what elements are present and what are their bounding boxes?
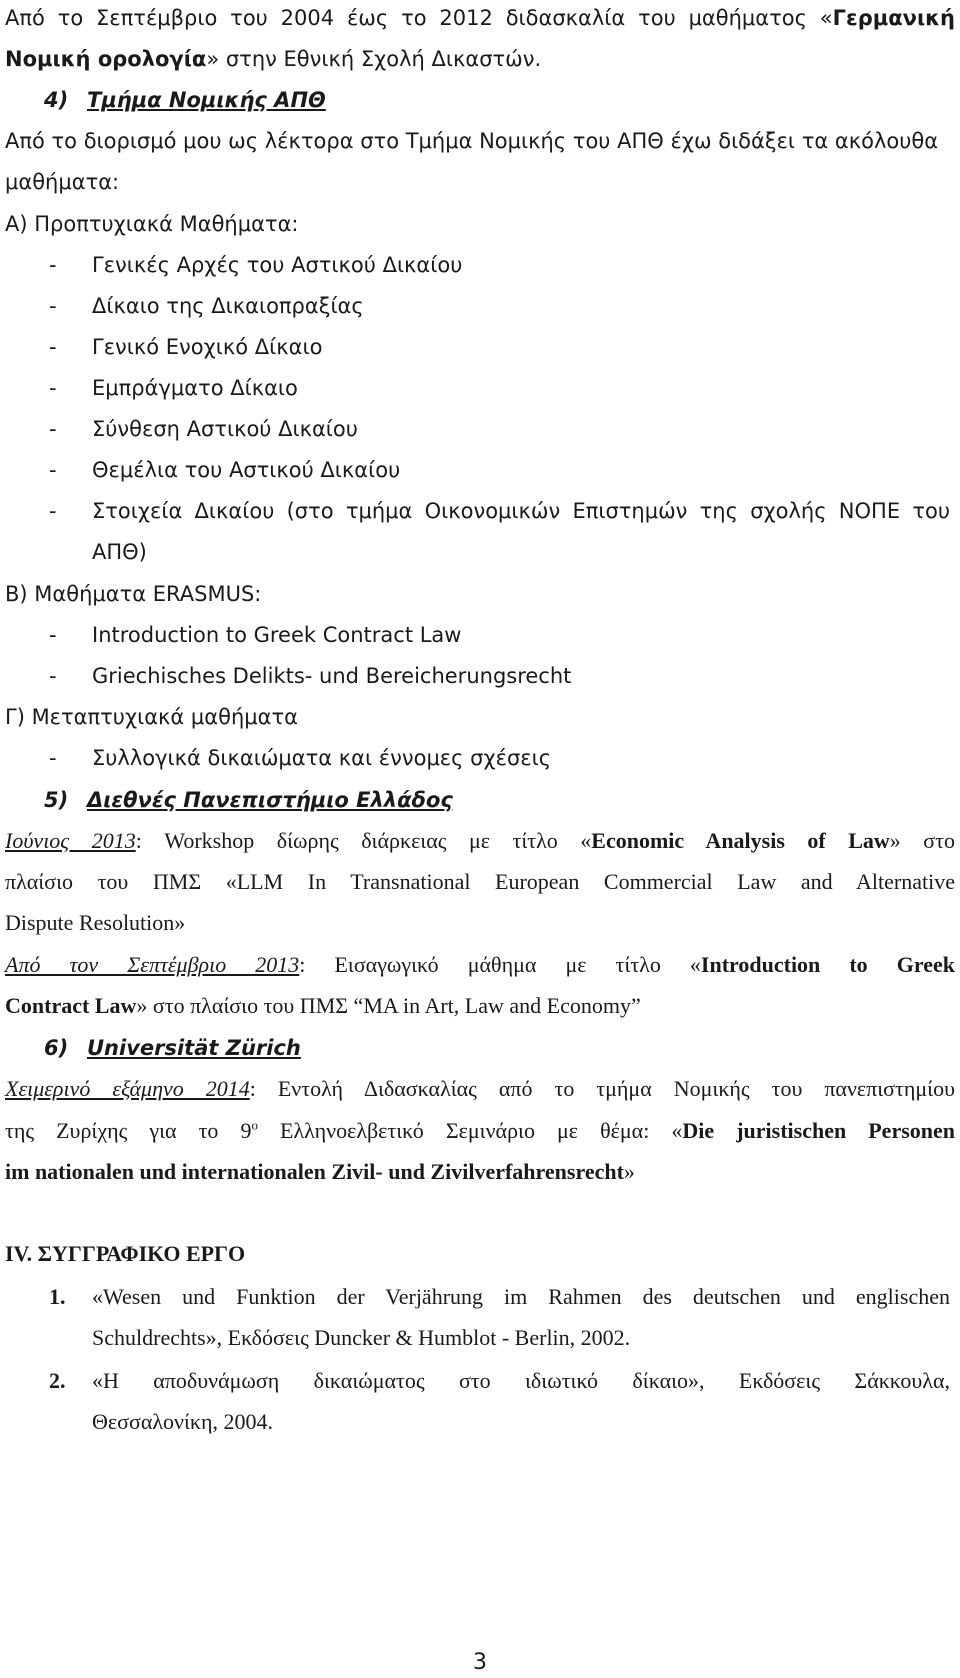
bold-text: Γερμανική	[832, 6, 955, 30]
paragraph-line	[5, 1075, 955, 1103]
text: της Ζυρίχης για το 9	[5, 1118, 252, 1143]
text: : Εισαγωγικό μάθημα με τίτλο «	[299, 952, 701, 977]
dash: -	[49, 376, 57, 400]
dash: -	[49, 458, 57, 482]
work-text: Schuldrechts», Εκδόσεις Duncker & Humblot - Berlin, 2002.	[92, 1325, 631, 1350]
list-item-text: Introduction to Greek Contract Law	[92, 623, 462, 647]
heading-number: 4)	[44, 88, 69, 112]
date-text: Χειμερινό εξάμηνο 2014	[5, 1076, 250, 1101]
dash: -	[49, 623, 57, 647]
bold-text: Die juristischen Personen	[682, 1118, 956, 1143]
heading-number: 5)	[44, 788, 69, 812]
list-item-text: Σύνθεση Αστικού Δικαίου	[92, 417, 358, 441]
heading-title: Universität Zürich	[87, 1036, 301, 1060]
work-text: «Wesen und Funktion der Verjährung im Rahmen des deutschen und englischen	[92, 1284, 950, 1309]
dash: -	[49, 417, 57, 441]
text: : Workshop δίωρης διάρκειας με τίτλο «	[135, 828, 592, 853]
bold-text: Introduction to Greek	[700, 952, 955, 977]
paragraph-line	[5, 992, 955, 1020]
dash: -	[49, 253, 57, 277]
paragraph-line	[5, 1117, 955, 1145]
work-text: «Η αποδυνάμωση δικαιώματος στο ιδιωτικό δίκαιο», Εκδόσεις Σάκκουλα,	[92, 1368, 950, 1393]
superscript: ο	[251, 1117, 258, 1133]
list-item-text: Δίκαιο της Δικαιοπραξίας	[92, 294, 364, 318]
heading-title: Διεθνές Πανεπιστήμιο Ελλάδος	[87, 788, 453, 812]
list-item-text: Griechisches Delikts- und Bereicherungsrecht	[92, 664, 572, 688]
paragraph-line	[5, 45, 955, 73]
list-item-text: ΑΠΘ)	[92, 540, 147, 564]
text: Από το Σεπτέμβριο του 2004 έως το 2012 διδασκαλία του μαθήματος «	[5, 6, 833, 30]
bold-text: Economic Analysis of Law	[591, 828, 890, 853]
paragraph-line: μαθήματα:	[5, 170, 120, 194]
list-item-text: Θεμέλια του Αστικού Δικαίου	[92, 458, 401, 482]
heading-number: 6)	[44, 1036, 69, 1060]
text: » στην Εθνική Σχολή Δικαστών.	[206, 47, 542, 71]
dash: -	[49, 294, 57, 318]
dash: -	[49, 499, 57, 523]
bold-text: Contract Law	[5, 993, 137, 1018]
paragraph-line	[5, 4, 955, 32]
text: » στο	[889, 828, 955, 853]
text: : Εντολή Διδασκαλίας από το τμήμα Νομικής του πανεπιστημίου	[249, 1076, 955, 1101]
date-text: Ιούνιος 2013	[5, 828, 136, 853]
subsection-heading: Γ) Μεταπτυχιακά μαθήματα	[5, 705, 298, 729]
text: »	[623, 1159, 635, 1184]
dash: -	[49, 335, 57, 359]
text: » στο πλαίσιο του ΠΜΣ “MA in Art, Law and Economy”	[136, 993, 641, 1018]
work-text: Θεσσαλονίκη, 2004.	[92, 1409, 273, 1434]
page-number: 3	[473, 1650, 487, 1675]
paragraph-line: Dispute Resolution»	[5, 910, 186, 935]
section-heading-iv: IV. ΣΥΓΓΡΑΦΙΚΟ ΕΡΓΟ	[5, 1241, 246, 1266]
list-item-text: Γενικές Αρχές του Αστικού Δικαίου	[92, 253, 463, 277]
list-item-text: Συλλογικά δικαιώματα και έννομες σχέσεις	[92, 746, 552, 770]
bold-text: im nationalen und internationalen Zivil- und Zivilverfahrensrecht	[5, 1159, 624, 1184]
subsection-heading: Β) Μαθήματα ERASMUS:	[5, 582, 262, 606]
bold-text: Νομική ορολογία	[5, 47, 207, 71]
paragraph-line	[5, 1158, 955, 1186]
heading-title: Τμήμα Νομικής ΑΠΘ	[87, 88, 326, 112]
date-text: Από τον Σεπτέμβριο 2013	[5, 952, 300, 977]
paragraph-line	[5, 827, 955, 855]
work-number: 2.	[49, 1368, 66, 1393]
list-item-text: Εμπράγματο Δίκαιο	[92, 376, 298, 400]
work-number: 1.	[49, 1284, 66, 1309]
text: Ελληνοελβετικό Σεμινάριο με θέμα: «	[258, 1118, 683, 1143]
paragraph-line: Από το διορισμό μου ως λέκτορα στο Τμήμα Νομικής του ΑΠΘ έχω διδάξει τα ακόλουθα	[5, 129, 939, 153]
paragraph-line	[5, 951, 955, 979]
dash: -	[49, 664, 57, 688]
subsection-heading: Α) Προπτυχιακά Μαθήματα:	[5, 212, 299, 236]
list-item-text: Γενικό Ενοχικό Δίκαιο	[92, 335, 323, 359]
paragraph-line: πλαίσιο του ΠΜΣ «LLM In Transnational European Commercial Law and Alternative	[5, 869, 955, 894]
list-item-text: Στοιχεία Δικαίου (στο τμήμα Οικονομικών Επιστημών της σχολής ΝΟΠΕ του	[92, 499, 950, 523]
dash: -	[49, 746, 57, 770]
